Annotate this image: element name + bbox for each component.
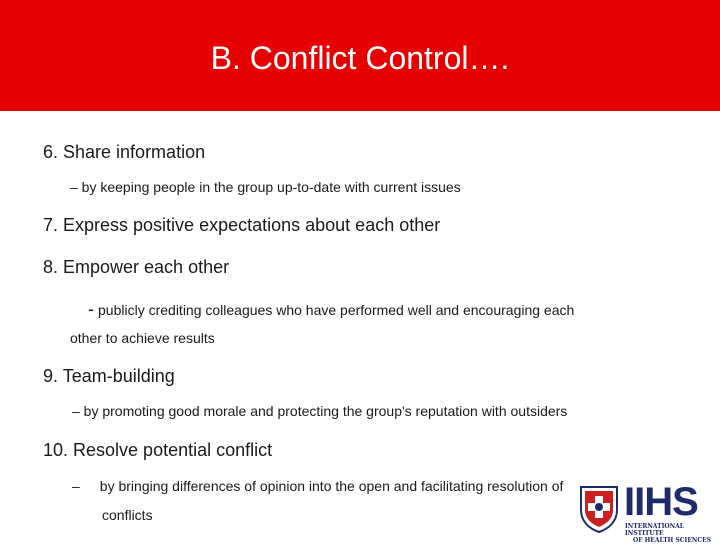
item-8-detail-text: publicly crediting colleagues who have performed well and encouraging each xyxy=(98,302,575,318)
item-9-heading: 9. Team-building xyxy=(43,366,175,386)
logo-wordmark: IIHS xyxy=(624,480,698,524)
iihs-logo xyxy=(578,480,720,544)
slide-title: B. Conflict Control…. xyxy=(210,40,510,76)
item-8-detail-line1 xyxy=(88,299,574,320)
item-10-detail-line1 xyxy=(72,478,563,494)
item-6-heading: 6. Share information xyxy=(43,142,206,162)
item-10-heading: 10. Resolve potential conflict xyxy=(43,440,273,460)
item-8-dash: - xyxy=(88,299,94,319)
item-7-heading: 7. Express positive expectations about each other xyxy=(43,215,441,235)
logo-subtitle xyxy=(625,523,720,544)
item-10-detail-line2: conflicts xyxy=(102,507,153,523)
logo-subtitle-line2: OF HEALTH SCIENCES xyxy=(633,537,712,544)
item-10-dash: – xyxy=(72,478,80,494)
shield-icon xyxy=(578,484,620,534)
item-6-detail: – by keeping people in the group up-to-date with current issues xyxy=(70,179,461,195)
logo-subtitle-line1: INTERNATIONAL INSTITUTE xyxy=(625,523,684,537)
item-10-detail-text: by bringing differences of opinion into the open and facilitating resolution of xyxy=(99,478,564,494)
item-8-detail-line2: other to achieve results xyxy=(70,330,215,346)
item-8-heading: 8. Empower each other xyxy=(43,257,230,277)
item-9-detail: – by promoting good morale and protecting the group's reputation with outsiders xyxy=(72,403,568,419)
